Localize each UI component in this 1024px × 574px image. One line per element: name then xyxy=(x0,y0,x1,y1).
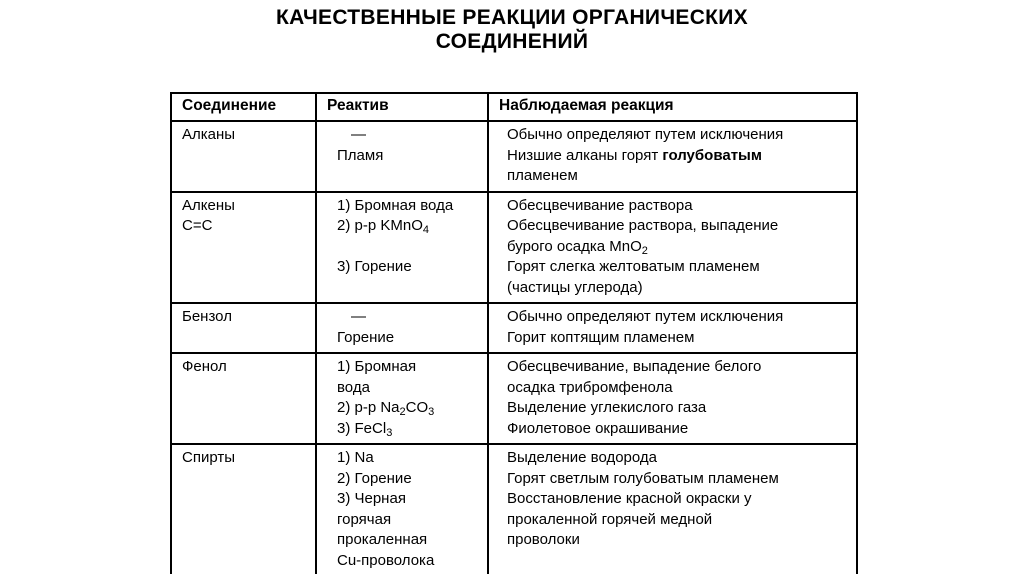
cell-reagent xyxy=(316,121,488,192)
cell-reagent xyxy=(316,353,488,444)
reagent-text: 2) р-р KMnO xyxy=(337,217,423,234)
reagent-line: горячая xyxy=(337,510,392,528)
observation-line: Обычно определяют путем исключения xyxy=(507,308,784,325)
reagent-line: Пламя xyxy=(337,146,384,164)
cell-compound xyxy=(171,353,316,444)
observation-line: Восстановление красной окраски у xyxy=(507,490,752,507)
observation-line: (частицы углерода) xyxy=(507,278,643,296)
table-header-row xyxy=(171,93,857,121)
subscript: 4 xyxy=(422,224,429,236)
table-row-benzene xyxy=(171,303,857,353)
cell-observation xyxy=(488,121,857,192)
observation-line: Фиолетовое окрашивание xyxy=(507,419,689,437)
compound-name: Бензол xyxy=(182,308,232,325)
title-line-1: КАЧЕСТВЕННЫЕ РЕАКЦИИ ОРГАНИЧЕСКИХ xyxy=(276,6,748,29)
subscript: 3 xyxy=(428,406,435,418)
reagent-line: 1) Бромная вода xyxy=(337,196,454,214)
reagent-line: 2) Горение xyxy=(337,469,412,487)
observation-line xyxy=(507,146,850,167)
observation-line: Горят слегка желтоватым пламенем xyxy=(507,258,760,275)
cell-compound xyxy=(171,192,316,304)
observation-line xyxy=(507,237,850,258)
subscript: 2 xyxy=(641,244,648,257)
cell-observation xyxy=(488,303,857,353)
reagent-line: 1) Бромная xyxy=(337,358,417,375)
cell-reagent xyxy=(316,192,488,304)
reagent-line: 3) Горение xyxy=(337,258,412,275)
compound-name: Алканы xyxy=(182,126,236,143)
table-row-alkenes xyxy=(171,192,857,304)
cell-reagent xyxy=(316,444,488,574)
reagent-dash: — xyxy=(351,308,366,325)
header-reagent: Реактив xyxy=(316,93,488,121)
observation-line: Обесцвечивание раствора, выпадение xyxy=(507,217,779,234)
observation-line: Обычно определяют путем исключения xyxy=(507,126,784,143)
observation-line: осадка трибромфенола xyxy=(507,378,673,396)
reagent-dash: — xyxy=(351,126,366,143)
cell-compound xyxy=(171,121,316,192)
table-row-phenol xyxy=(171,353,857,444)
table-row-alkanes xyxy=(171,121,857,192)
reagent-text: 2) р-р Na xyxy=(337,399,400,416)
spacer xyxy=(337,237,481,258)
observation-line: проволоки xyxy=(507,531,580,548)
cell-observation xyxy=(488,192,857,304)
compound-name: Спирты xyxy=(182,449,235,466)
observation-bold-text: голубоватым xyxy=(662,146,762,164)
reagent-line xyxy=(337,398,481,419)
reagent-line: Cu-проволока xyxy=(337,551,435,569)
observation-line: прокаленной горячей медной xyxy=(507,510,713,528)
observation-line: Выделение водорода xyxy=(507,449,658,466)
observation-line: пламенем xyxy=(507,167,578,184)
reactions-table xyxy=(170,92,858,574)
reagent-line: 3) Черная xyxy=(337,490,406,507)
subscript: 3 xyxy=(386,426,393,439)
cell-compound xyxy=(171,303,316,353)
page-title xyxy=(0,6,1024,54)
reagent-line: вода xyxy=(337,378,370,396)
cell-compound xyxy=(171,444,316,574)
compound-name: Фенол xyxy=(182,358,227,375)
reagent-line: Горение xyxy=(337,328,395,346)
observation-line: Обесцвечивание раствора xyxy=(507,196,693,214)
table-row-alcohols xyxy=(171,444,857,574)
reagent-line: прокаленная xyxy=(337,531,428,548)
cell-observation xyxy=(488,353,857,444)
observation-line: Горят светлым голубоватым пламенем xyxy=(507,469,779,487)
title-line-2: СОЕДИНЕНИЙ xyxy=(435,30,589,53)
header-compound: Соединение xyxy=(171,93,316,121)
reagent-line xyxy=(337,419,481,440)
compound-formula: C=C xyxy=(182,217,213,234)
reagent-line xyxy=(337,216,481,237)
cell-observation xyxy=(488,444,857,574)
header-observed-reaction: Наблюдаемая реакция xyxy=(488,93,857,121)
cell-reagent xyxy=(316,303,488,353)
reagent-text: 3) FeCl xyxy=(337,419,387,437)
compound-name: Алкены xyxy=(182,196,235,214)
observation-text: бурого осадка MnO xyxy=(507,237,642,255)
observation-line: Горит коптящим пламенем xyxy=(507,328,695,346)
reagent-text: CO xyxy=(405,399,429,416)
observation-line: Обесцвечивание, выпадение белого xyxy=(507,358,762,375)
reagent-line: 1) Na xyxy=(337,449,374,466)
reactions-table-container xyxy=(170,92,858,574)
observation-line: Выделение углекислого газа xyxy=(507,399,707,416)
observation-text: Низшие алканы горят xyxy=(507,146,663,164)
subscript: 2 xyxy=(399,406,406,418)
